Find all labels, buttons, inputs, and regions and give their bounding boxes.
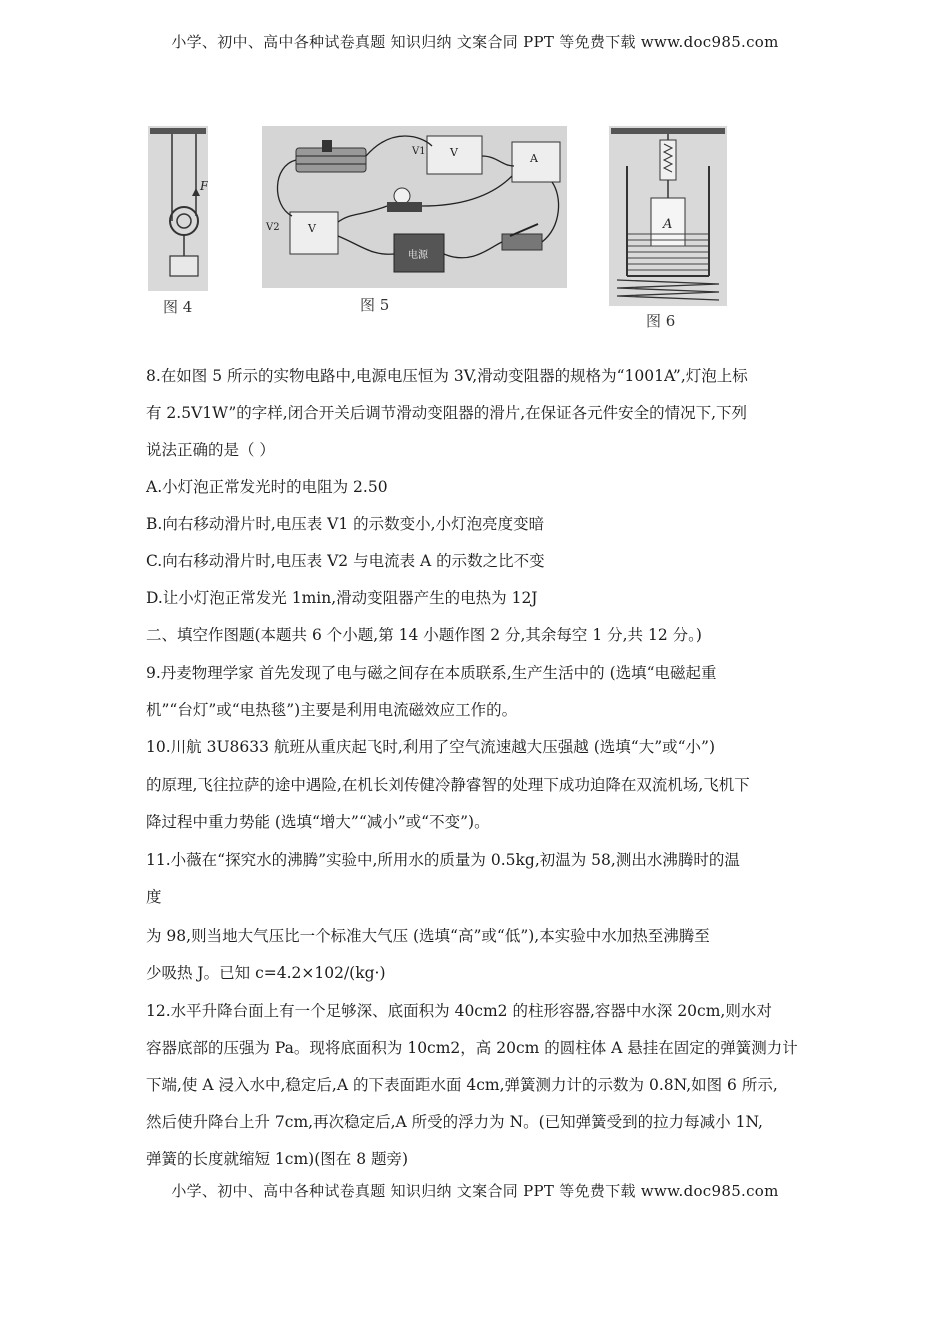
- q8-line-3: 说法正确的是（ ）: [146, 441, 275, 459]
- q10-line-2: 的原理,飞往拉萨的途中遇险,在机长刘传健冷静睿智的处理下成功迫降在双流机场,飞机下: [146, 776, 750, 794]
- section-2-heading: 二、填空作图题(本题共 6 个小题,第 14 小题作图 2 分,其余每空 1 分,共 12 分。): [146, 626, 702, 644]
- q12-line-4: 然后使升降台上升 7cm,再次稳定后,A 所受的浮力为 N。(已知弹簧受到的拉力每减小 1N,: [146, 1113, 763, 1131]
- page-header: 小学、初中、高中各种试卷真题 知识归纳 文案合同 PPT 等免费下载 www.doc985.com: [171, 33, 779, 51]
- q11-line-3: 为 98,则当地大气压比一个标准大气压 (选填“高”或“低”),本实验中水加热至沸腾至: [146, 927, 710, 945]
- figure-5-caption: 图 5: [360, 296, 390, 314]
- v1-meter-v: V: [450, 146, 458, 159]
- q12-line-5: 弹簧的长度就缩短 1cm)(图在 8 题旁): [146, 1150, 409, 1168]
- page-footer: 小学、初中、高中各种试卷真题 知识归纳 文案合同 PPT 等免费下载 www.doc985.com: [171, 1182, 779, 1200]
- q10-line-1: 10.川航 3U8633 航班从重庆起飞时,利用了空气流速越大压强越 (选填“大”或“小”): [146, 738, 716, 756]
- figure-6-spring-container: [609, 126, 727, 306]
- power-label: 电源: [408, 250, 428, 261]
- q9-line-2: 机”“台灯”或“电热毯”)主要是利用电流磁效应工作的。: [146, 701, 518, 719]
- q8-line-2: 有 2.5V1W”的字样,闭合开关后调节滑动变阻器的滑片,在保证各元件安全的情况下,下列: [146, 404, 748, 422]
- v1-label: V1: [412, 146, 426, 157]
- figure-4-caption: 图 4: [163, 298, 193, 316]
- q12-line-2: 容器底部的压强为 Pa。现将底面积为 10cm2，高 20cm 的圆柱体 A 悬挂在固定的弹簧测力计: [146, 1039, 798, 1057]
- figure-6-caption: 图 6: [646, 312, 676, 330]
- figure-5-circuit: [262, 126, 567, 288]
- q8-option-b: B.向右移动滑片时,电压表 V1 的示数变小,小灯泡亮度变暗: [146, 515, 545, 533]
- ammeter-a: A: [530, 152, 538, 165]
- v2-meter-v: V: [308, 222, 316, 235]
- q12-line-1: 12.水平升降台面上有一个足够深、底面积为 40cm2 的柱形容器,容器中水深 20cm,则水对: [146, 1002, 772, 1020]
- q8-line-1: 8.在如图 5 所示的实物电路中,电源电压恒为 3V,滑动变阻器的规格为“1001A”,灯泡上标: [146, 367, 748, 385]
- v2-label: V2: [266, 222, 280, 233]
- q11-line-2: 度: [146, 888, 162, 906]
- q8-option-c: C.向右移动滑片时,电压表 V2 与电流表 A 的示数之比不变: [146, 552, 545, 570]
- block-a-label: A: [663, 217, 673, 232]
- force-label: F: [200, 179, 208, 193]
- q11-line-1: 11.小薇在“探究水的沸腾”实验中,所用水的质量为 0.5kg,初温为 58,测出水沸腾时的温: [146, 851, 740, 869]
- figure-4-pulley: [148, 126, 208, 291]
- q9-line-1: 9.丹麦物理学家 首先发现了电与磁之间存在本质联系,生产生活中的 (选填“电磁起重: [146, 664, 717, 682]
- q12-line-3: 下端,使 A 浸入水中,稳定后,A 的下表面距水面 4cm,弹簧测力计的示数为 0.8N,如图 6 所示,: [146, 1076, 778, 1094]
- q8-option-d: D.让小灯泡正常发光 1min,滑动变阻器产生的电热为 12J: [146, 589, 538, 607]
- q10-line-3: 降过程中重力势能 (选填“增大”“减小”或“不变”)。: [146, 813, 490, 831]
- q11-line-4: 少吸热 J。已知 c=4.2×102/(kg·): [146, 964, 386, 982]
- q8-option-a: A.小灯泡正常发光时的电阻为 2.50: [146, 478, 388, 496]
